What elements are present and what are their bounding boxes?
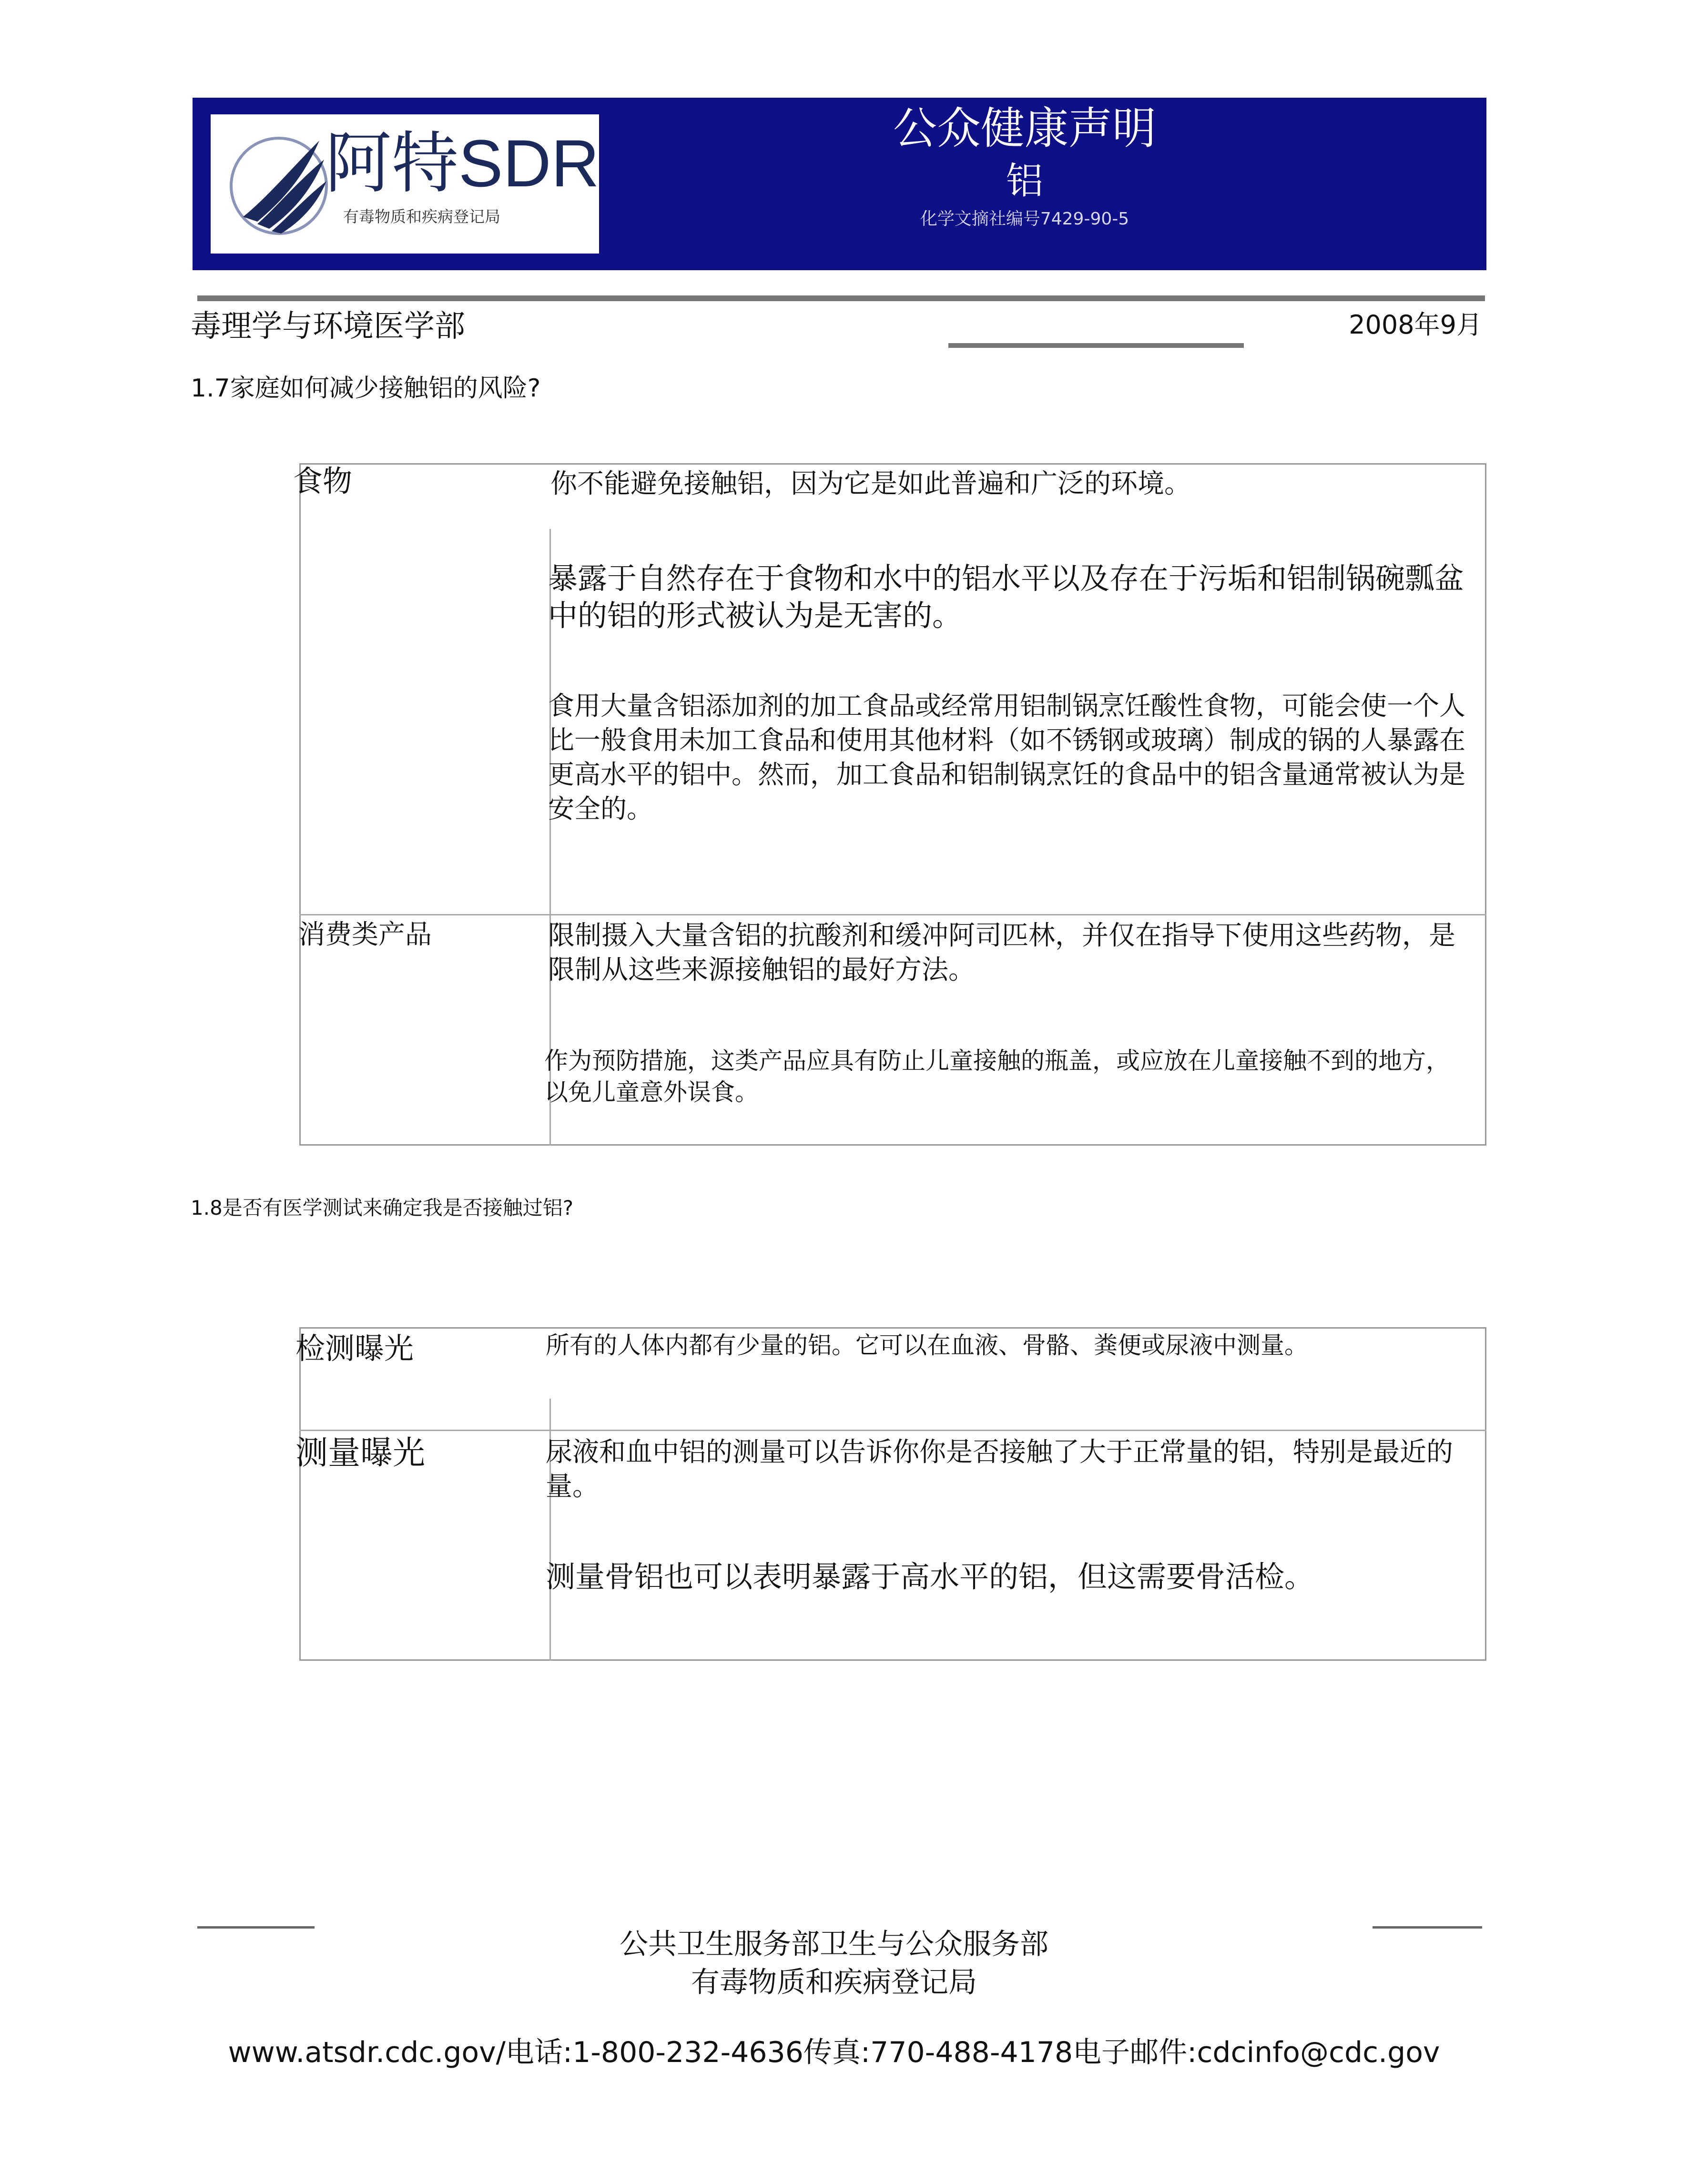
header-divider <box>197 295 1485 301</box>
paragraph: 暴露于自然存在于食物和水中的铝水平以及存在于污垢和铝制锅碗瓢盆中的铝的形式被认为是无害的。 <box>548 561 1464 633</box>
row-label-detecting-exposure: 检测曝光 <box>295 1331 414 1366</box>
table-row-divider <box>299 1430 1486 1431</box>
cas-number: 化学文摘社编号7429-90-5 <box>920 209 1129 229</box>
paragraph: 作为预防措施，这类产品应具有防止儿童接触的瓶盖，或应放在儿童接触不到的地方，以免儿童意外误食。 <box>544 1047 1450 1106</box>
hhs-eagle-icon <box>224 126 334 245</box>
publication-date: 2008年9月 <box>1349 310 1482 340</box>
table-row-divider <box>299 914 1486 915</box>
section-question: 1.7家庭如何减少接触铝的风险? <box>191 374 541 403</box>
document-title: 公众健康声明 <box>893 103 1156 154</box>
row-label-food: 食物 <box>293 464 353 498</box>
logo-title: 阿特SDR <box>325 126 600 201</box>
paragraph: 食用大量含铝添加剂的加工食品或经常用铝制锅烹饪酸性食物，可能会使一个人比一般食用未加工食品和使用其他材料（如不锈钢或玻璃）制成的锅的人暴露在更高水平的铝中。然而，加工食品和铝制锅烹饪的食品中的铝含量通常被认为是安全的。 <box>548 691 1466 824</box>
paragraph: 你不能避免接触铝，因为它是如此普遍和广泛的环境。 <box>550 468 1191 499</box>
paragraph: 测量骨铝也可以表明暴露于高水平的铝，但这需要骨活检。 <box>546 1559 1314 1594</box>
row-label-consumer-products: 消费类产品 <box>298 919 432 950</box>
section-question: 1.8是否有医学测试来确定我是否接触过铝? <box>191 1196 574 1219</box>
substance-name: 铝 <box>1006 160 1043 203</box>
paragraph: 尿液和血中铝的测量可以告诉你你是否接触了大于正常量的铝，特别是最近的量。 <box>546 1437 1453 1502</box>
footer-rule-left <box>197 1926 315 1929</box>
division-name: 毒理学与环境医学部 <box>191 309 465 344</box>
paragraph: 限制摄入大量含铝的抗酸剂和缓冲阿司匹林，并仅在指导下使用这些药物，是限制从这些来源接触铝的最好方法。 <box>548 920 1455 985</box>
paragraph: 所有的人体内都有少量的铝。它可以在血液、骨骼、粪便或尿液中测量。 <box>546 1331 1308 1359</box>
footer-agency: 有毒物质和疾病登记局 <box>691 1966 977 1999</box>
footer-rule-right <box>1373 1926 1482 1929</box>
row-label-measuring-exposure: 测量曝光 <box>295 1434 426 1472</box>
logo-subtitle: 有毒物质和疾病登记局 <box>343 207 500 226</box>
mid-divider <box>948 343 1244 348</box>
footer-contact: www.atsdr.cdc.gov/电话:1-800-232-4636传真:770-488-4178电子邮件:cdcinfo@cdc.gov <box>228 2036 1440 2069</box>
footer-department: 公共卫生服务部卫生与公众服务部 <box>620 1928 1048 1961</box>
